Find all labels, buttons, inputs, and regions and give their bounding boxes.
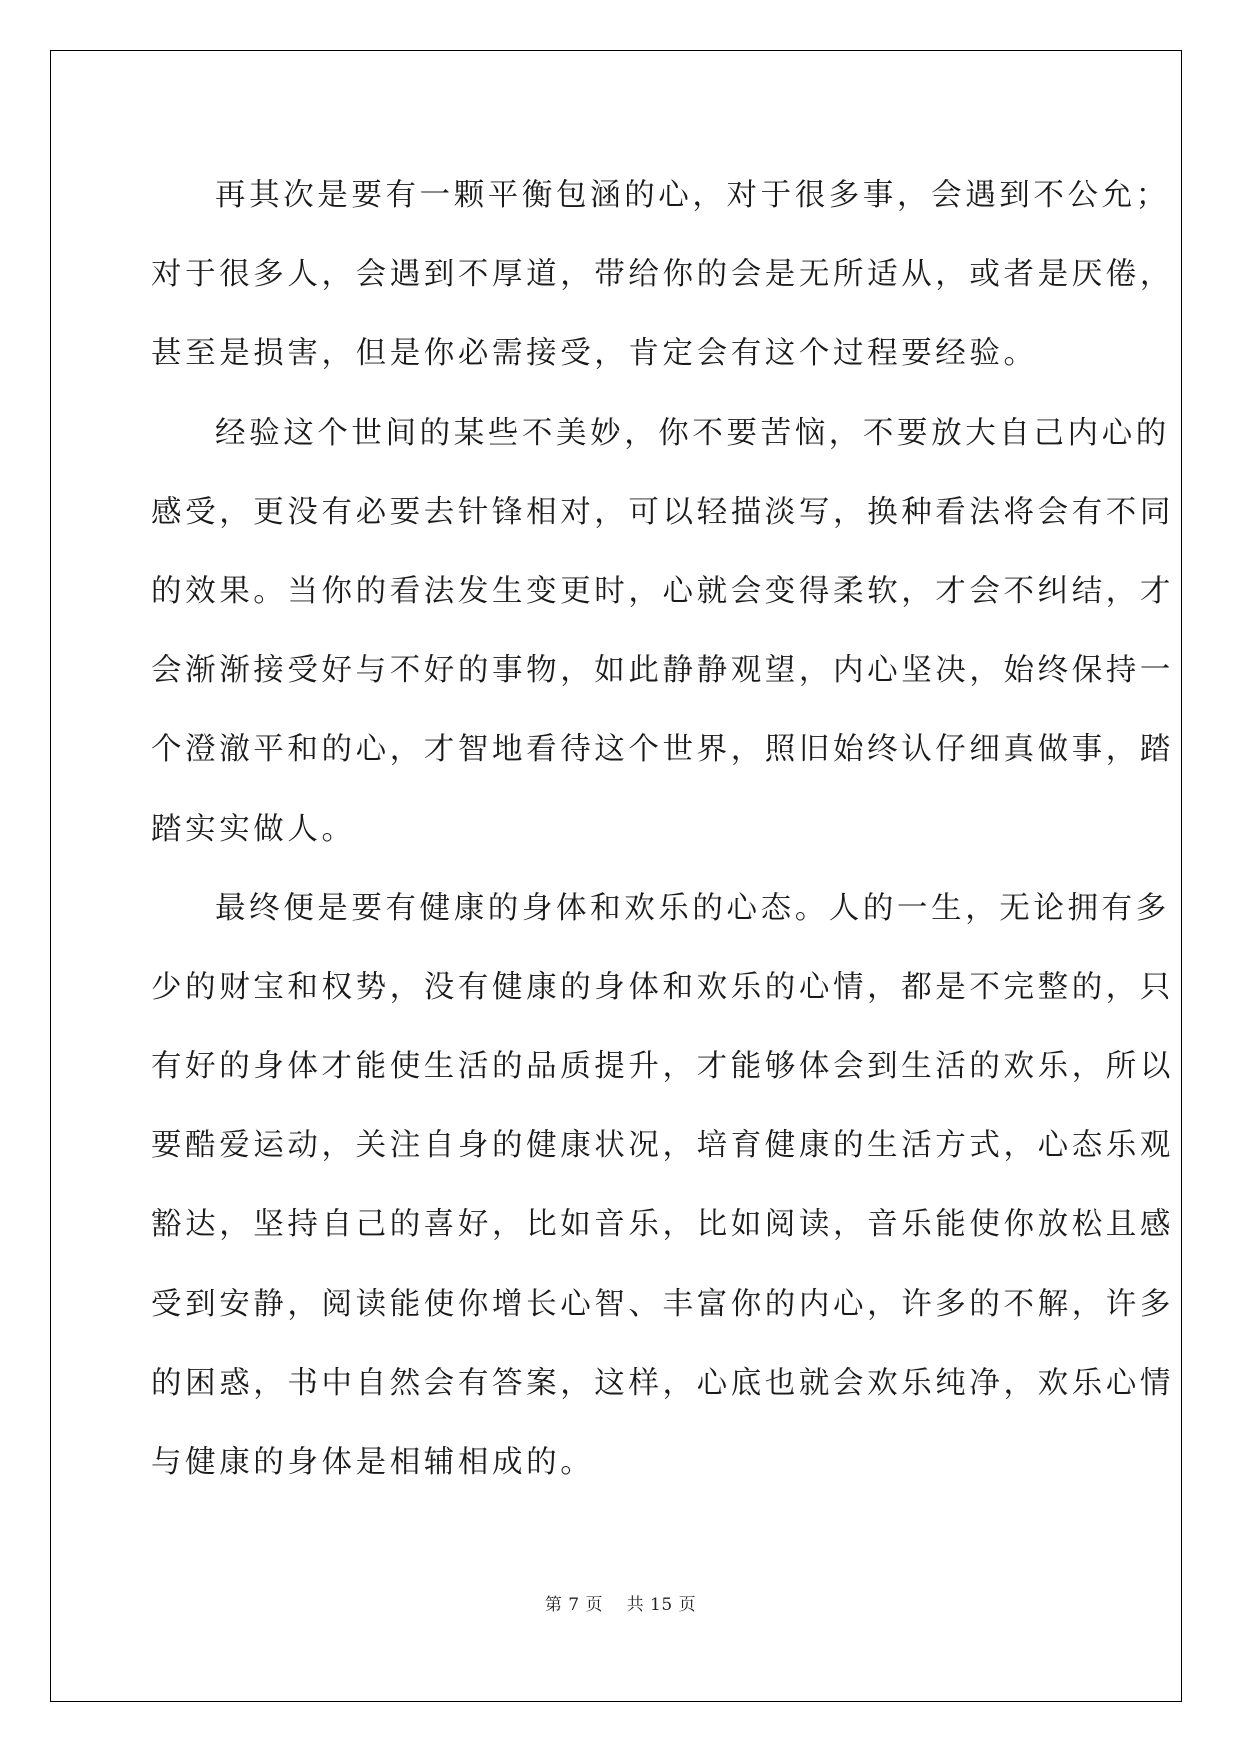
paragraph-line: 的困惑，书中自然会有答案，这样，心底也就会欢乐纯净，欢乐心情 [151,1365,1174,1401]
paragraph-line: 与健康的身体是相辅相成的。 [151,1445,595,1480]
paragraph-1 [151,156,1174,394]
paragraph-line: 豁达，坚持自己的喜好，比如音乐，比如阅读，音乐能使你放松且感 [151,1207,1174,1243]
paragraph-line: 受到安静，阅读能使你增长心智、丰富你的内心，许多的不解，许多 [151,1286,1174,1322]
paragraph-line: 最终便是要有健康的身体和欢乐的心态。人的一生，无论拥有多 [215,890,1170,926]
paragraph-line: 的效果。当你的看法发生变更时，心就会变得柔软，才会不纠结，才 [151,573,1174,609]
paragraph-line: 再其次是要有一颗平衡包涵的心，对于很多事，会遇到不公允； [215,178,1170,213]
page-footer [0,1590,1241,1615]
paragraph-line: 少的财宝和权势，没有健康的身体和欢乐的心情，都是不完整的，只 [151,969,1174,1005]
paragraph-line: 会渐渐接受好与不好的事物，如此静静观望，内心坚决，始终保持一 [151,653,1174,689]
paragraph-line: 感受，更没有必要去针锋相对，可以轻描淡写，换种看法将会有不同 [151,494,1174,530]
paragraph-line: 要酷爱运动，关注自身的健康状况，培育健康的生活方式，心态乐观 [151,1128,1174,1164]
paragraph-3 [151,869,1174,1503]
paragraph-line: 对于很多人，会遇到不厚道，带给你的会是无所适从，或者是厌倦， [151,257,1174,293]
paragraph-2 [151,394,1174,869]
paragraph-line: 经验这个世间的某些不美妙，你不要苦恼，不要放大自己内心的 [215,415,1170,451]
paragraph-line: 甚至是损害，但是你必需接受，肯定会有这个过程要经验。 [151,336,1038,372]
paragraph-line: 踏实实做人。 [151,811,356,847]
page-number-label: 第 7 页 共 15 页 [544,1595,697,1615]
document-body [151,156,1174,1502]
paragraph-line: 有好的身体才能使生活的品质提升，才能够体会到生活的欢乐，所以 [151,1049,1174,1085]
paragraph-line: 个澄澈平和的心，才智地看待这个世界，照旧始终认仔细真做事，踏 [151,732,1174,768]
